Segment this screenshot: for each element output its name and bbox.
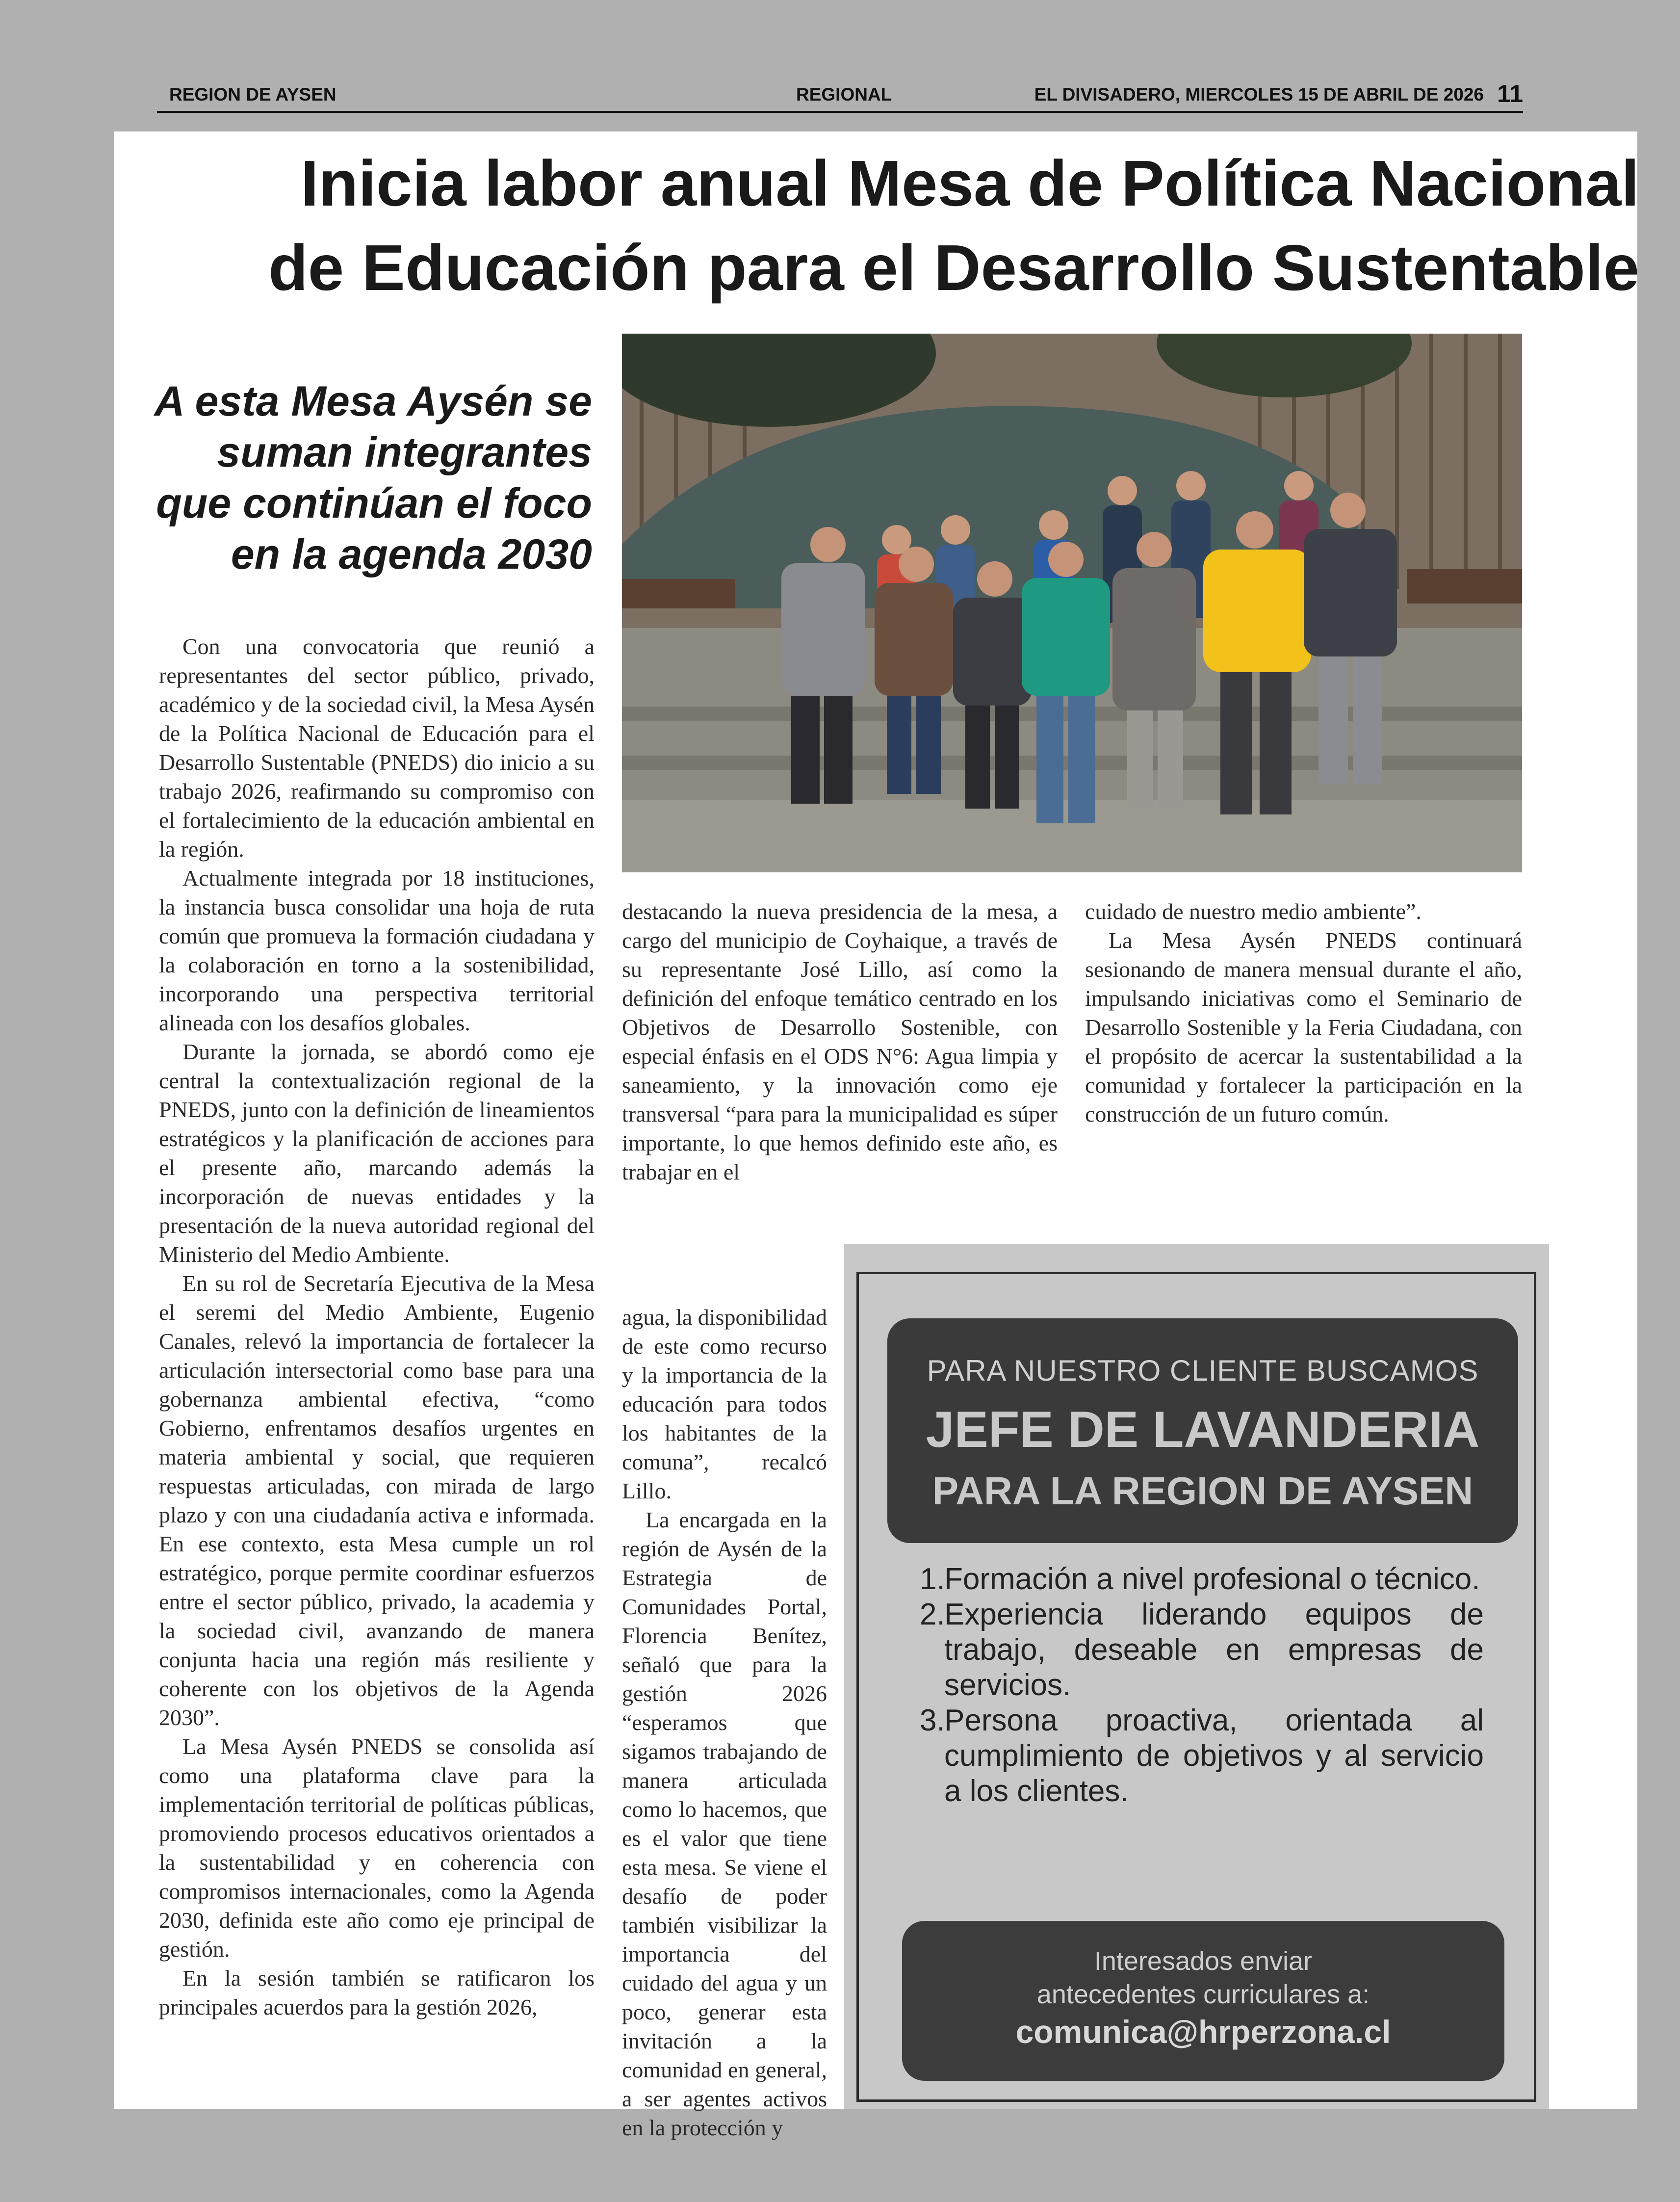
group-photo-illustration [622,334,1522,872]
article-column-2-narrow [622,1303,827,2142]
requirement-number: 1. [920,1562,945,1596]
contact-line: Interesados enviar [1094,1946,1313,1976]
paragraph: En la sesión también se ratificaron los principales acuerdos para la gestión 2026, [159,1966,594,2019]
page-number: 11 [1497,80,1523,107]
ad-region: PARA LA REGION DE AYSEN [932,1469,1473,1513]
masthead-date: EL DIVISADERO, MIERCOLES 15 DE ABRIL DE 2026 [1034,84,1484,105]
group-photo [622,334,1522,872]
requirement-number: 2. [920,1598,945,1631]
paragraph: destacando la nueva presidencia de la mesa, a cargo del municipio de Coyhaique, a través de su representante José Lillo, así como la definición del enfoque temático centrado en los Objetivos de Desarrollo Sostenible, con especial énfasis en el ODS N°6: Agua limpia y saneamiento, y la innovación como eje transversal “para para la municipalidad es súper importante, lo que hemos definido este año, es trabajar en el [622,899,1058,1184]
subheadline-line: suman integrantes [217,429,592,476]
paragraph: La Mesa Aysén PNEDS se consolida así como una plataforma clave para la implementación territorial de políticas públicas, promoviendo procesos educativos orientados a la sustentabilidad y en coherencia con compromisos internacionales, como la Agenda 2030, definida este año como eje principal de gestión. [159,1734,594,1962]
paragraph: Con una convocatoria que reunió a representantes del sector público, privado, académico y de la sociedad civil, la Mesa Aysén de la Política Nacional de Educación para el Desarrollo Sustentable (PNEDS) dio inicio a su trabajo 2026, reafirmando su compromiso con el fortalecimiento de la educación ambiental en la región. [159,634,594,862]
ad-contact-box [902,1921,1504,2081]
article-subheadline [143,376,592,580]
ad-heading-box [887,1318,1518,1543]
article-column-3 [1085,897,1522,1128]
ad-contact-text [902,1944,1504,2011]
ad-requirements-list [920,1562,1484,1809]
requirement-number: 3. [920,1704,945,1737]
paragraph: La encargada en la región de Aysén de la Estrategia de Comunidades Portal, Florencia Benítez, señaló que para la gestión 2026 “esperamos que sigamos trabajando de manera articulada como lo hacemos, que es el valor que tiene esta mesa. Se viene el desafío de poder también visibilizar la importancia del cuidado del agua y un poco, generar esta invitación a la comunidad en general, a ser agentes activos en la protección y [622,1507,827,2140]
page-header [157,82,1523,113]
paragraph: Actualmente integrada por 18 instituciones, la instancia busca consolidar una hoja de ruta común que promueva la formación ciudadana y la colaboración en torno a la sostenibilidad, incorporando una perspectiva territorial alineada con los desafíos globales. [159,865,594,1035]
headline-line-1: Inicia labor anual Mesa de Política Nacional [301,147,1639,219]
requirement-text: Experiencia liderando equipos de trabajo, deseable en empresas de servicios. [944,1598,1484,1702]
requirement-item [920,1562,1484,1597]
paragraph: cuidado de nuestro medio ambiente”. [1085,899,1422,924]
ad-intro: PARA NUESTRO CLIENTE BUSCAMOS [927,1354,1479,1387]
article-headline [202,141,1639,310]
subheadline-line: que continúan el foco [156,480,592,527]
section-left: REGION DE AYSEN [169,84,336,105]
subheadline-line: en la agenda 2030 [231,531,592,578]
requirement-text: Persona proactiva, orientada al cumplimiento de objetivos y al servicio a los clientes. [944,1704,1484,1808]
section-center: REGIONAL [796,84,892,105]
ad-frame [856,1272,1536,2102]
article-column-1 [159,632,594,2021]
paragraph: La Mesa Aysén PNEDS continuará sesionando de manera mensual durante el año, impulsando iniciativas como el Seminario de Desarrollo Sostenible y la Feria Ciudadana, con el propósito de acercar la sustentabilidad a la comunidad y fortalecer la participación en la construcción de un futuro común. [1085,928,1522,1127]
ad-contact-email[interactable]: comunica@hrperzona.cl [1015,2014,1391,2050]
paragraph: agua, la disponibilidad de este como recurso y la importancia de la educación para todos los habitantes de la comuna”, recalcó Lillo. [622,1305,827,1503]
paragraph: En su rol de Secretaría Ejecutiva de la Mesa el seremi del Medio Ambiente, Eugenio Canales, relevó la importancia de fortalecer la articulación intersectorial como base para una gobernanza ambiental efectiva, “como Gobierno, enfrentamos desafíos urgentes en materia ambiental y social, que requieren respuestas articuladas, con mirada de largo plazo y con una ciudadanía activa e informada. En ese contexto, esta Mesa cumple un rol estratégico, porque permite coordinar esfuerzos entre el sector público, privado, la academia y la sociedad civil, avanzando de manera conjunta hacia una región más resiliente y coherente con los objetivos de la Agenda 2030”. [159,1271,594,1730]
contact-line: antecedentes curriculares a: [1036,1980,1370,2009]
headline-line-2: de Educación para el Desarrollo Sustentable [268,232,1639,304]
subheadline-line: A esta Mesa Aysén se [154,378,592,425]
ad-job-title: JEFE DE LAVANDERIA [926,1401,1480,1458]
article-column-2 [622,897,1058,1186]
job-advertisement [844,1244,1549,2109]
newspaper-page [114,131,1639,2140]
requirement-item [920,1597,1484,1703]
paragraph: Durante la jornada, se abordó como eje central la contextualización regional de la PNEDS, junto con la definición de lineamientos estratégicos y la planificación de acciones para el presente año, marcando además la incorporación de nuevas entidades y la presentación de la nueva autoridad regional del Ministerio del Medio Ambiente. [159,1039,594,1267]
requirement-item [920,1703,1484,1809]
requirement-text: Formación a nivel profesional o técnico. [944,1562,1480,1596]
